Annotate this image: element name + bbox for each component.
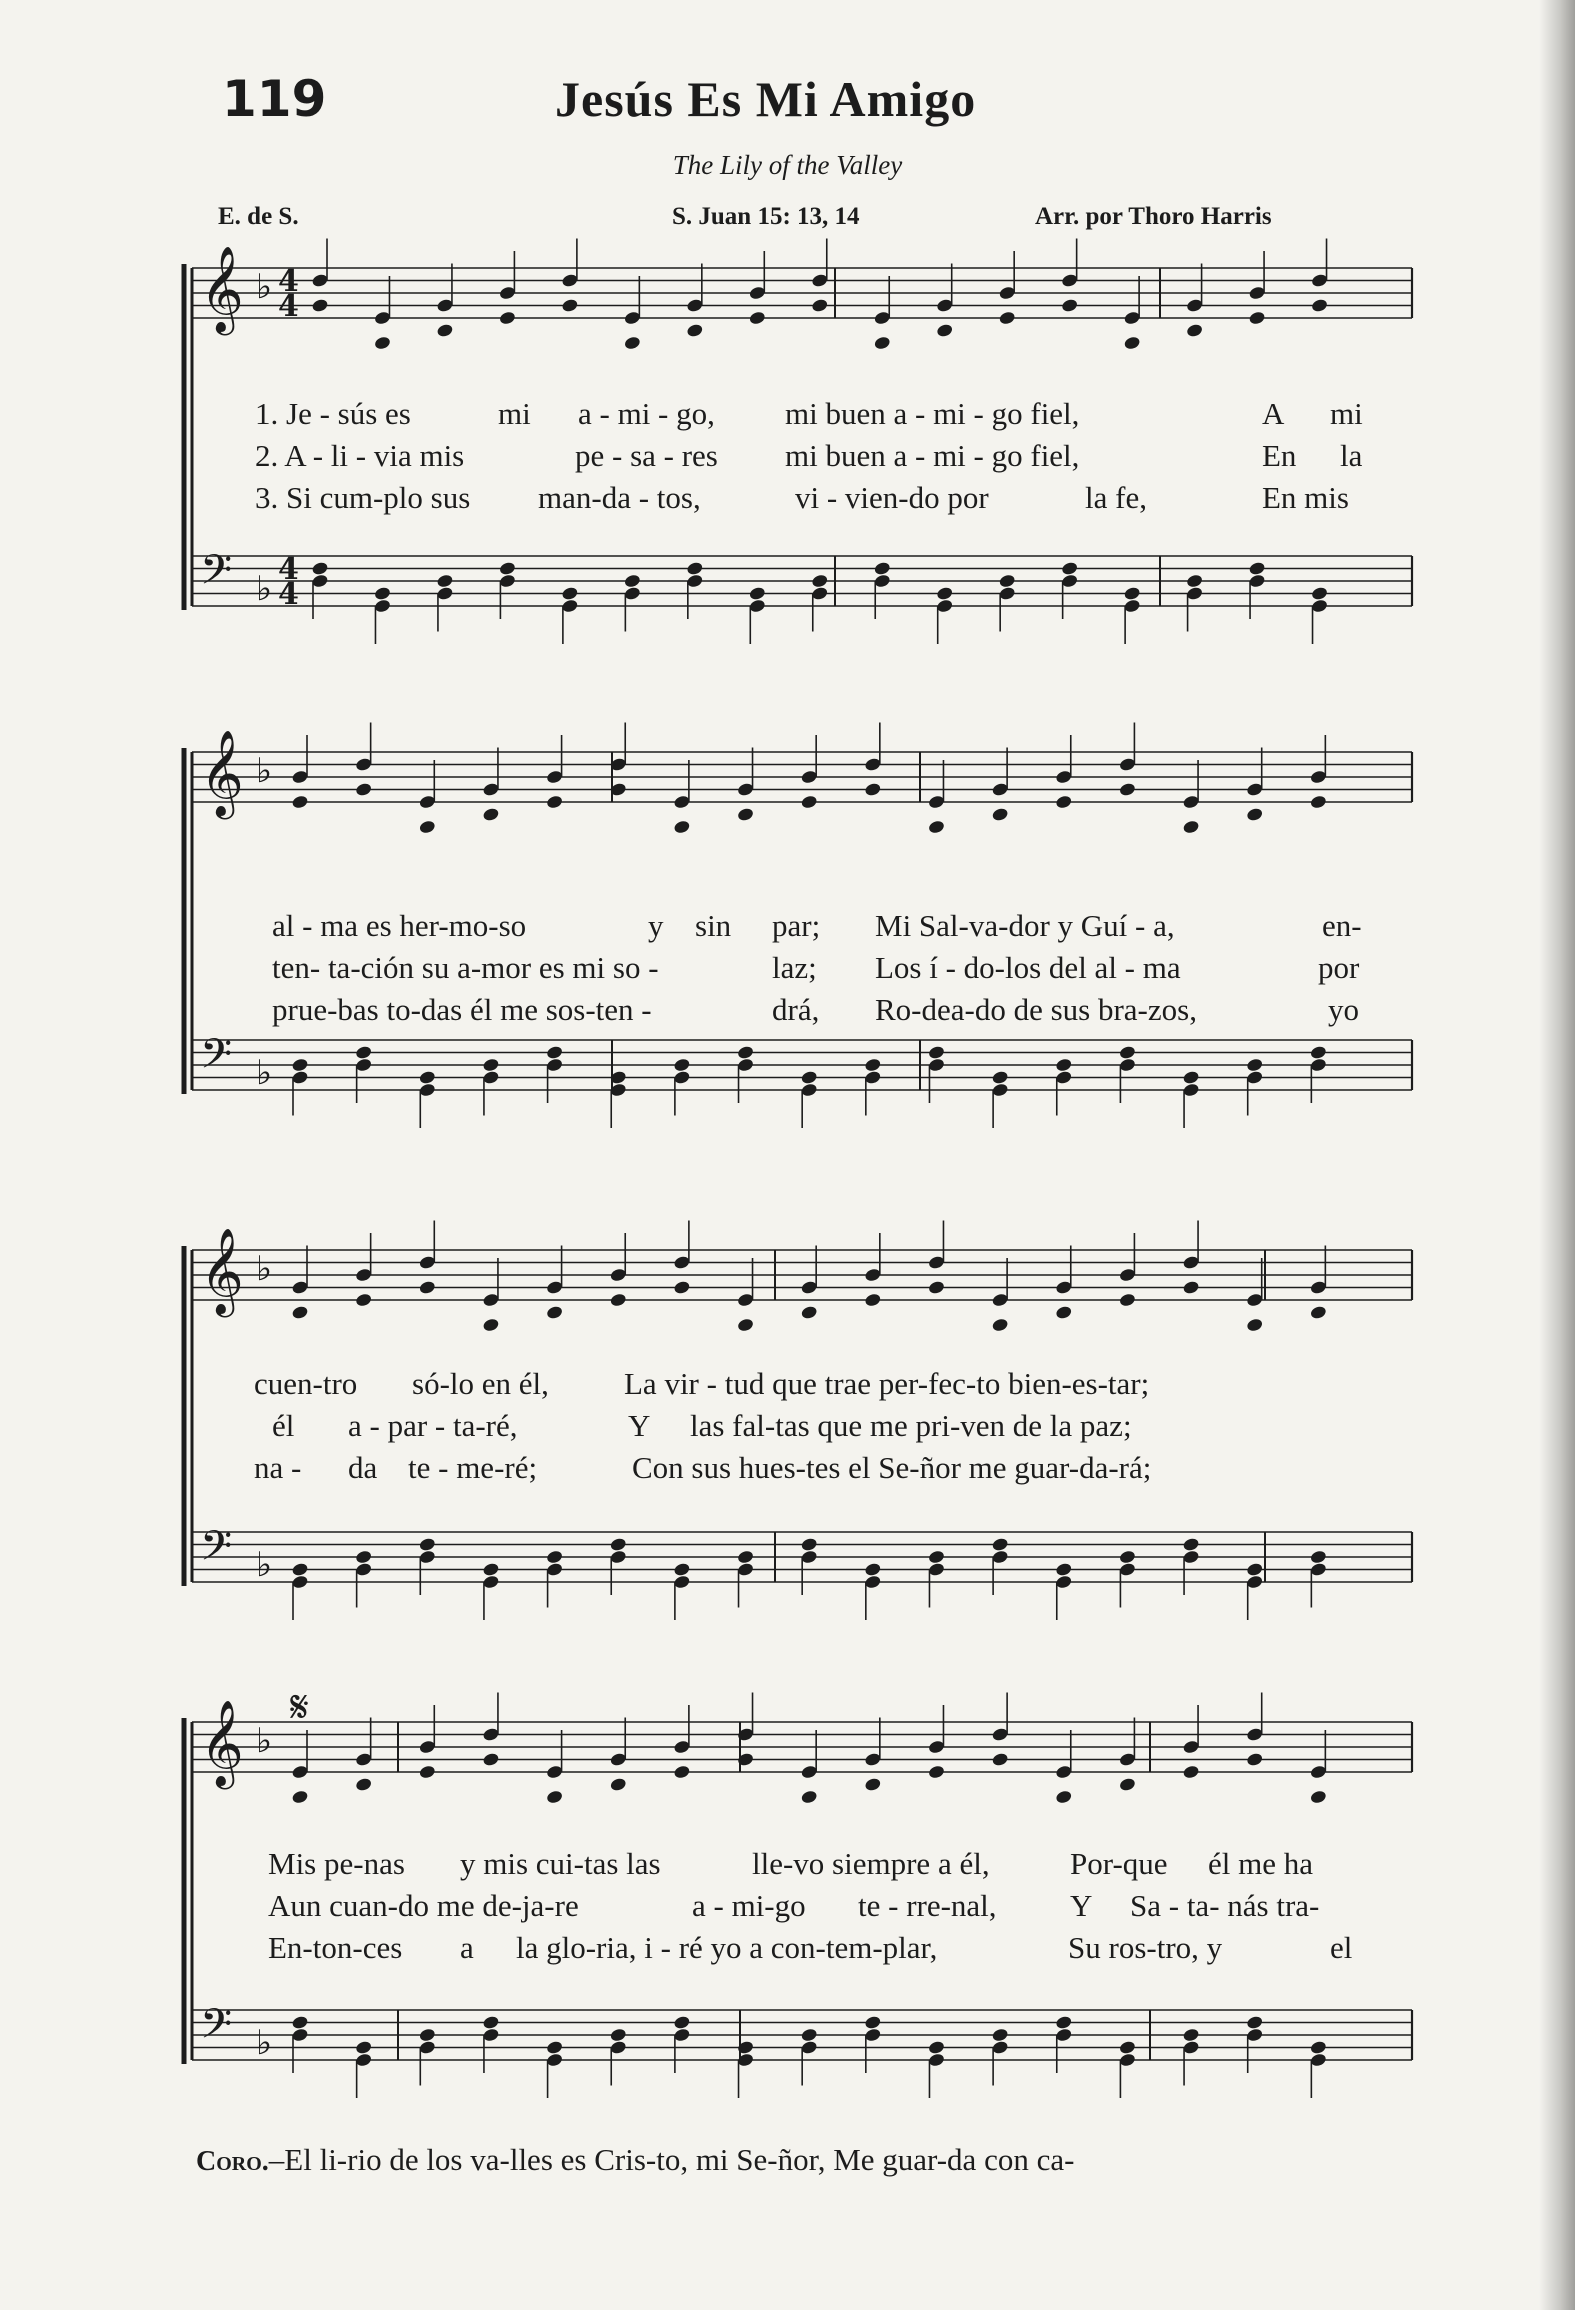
bass-clef-icon: 𝄢: [200, 1030, 233, 1088]
note-head: [748, 310, 766, 325]
lyric-segment: lle-vo siempre a él,: [752, 1846, 990, 1881]
lyric-line: [0, 1846, 1575, 1886]
lyric-segment: la fe,: [1085, 480, 1147, 515]
note-head: [1055, 2015, 1073, 2030]
lyric-segment: mi: [1330, 396, 1363, 431]
time-signature: 4: [278, 552, 299, 587]
note-head: [873, 561, 891, 576]
note-head: [482, 1752, 500, 1767]
lyric-segment: sin: [695, 908, 732, 943]
note-head: [800, 1537, 818, 1552]
note-head: [1311, 298, 1329, 313]
note-head: [1182, 1070, 1200, 1085]
note-head: [498, 561, 516, 576]
note-head: [864, 2015, 882, 2030]
lyric-segment: a - mi-go: [692, 1888, 806, 1923]
note-head: [1248, 561, 1266, 576]
note-head: [864, 1562, 882, 1577]
lyric-segment: mi buen a - mi - go fiel,: [785, 396, 1080, 431]
note-head: [291, 1057, 309, 1072]
note-head: [1186, 323, 1204, 338]
lyric-segment: él me ha: [1208, 1846, 1314, 1881]
treble-clef-icon: 𝄞: [200, 246, 244, 332]
note-head: [546, 1789, 564, 1804]
chorus-text: –El li-rio de los va-lles es Cris-to, mi Se-ñor, Me guar-da con ca-: [268, 2142, 1075, 2177]
note-head: [873, 335, 891, 350]
note-head: [737, 807, 755, 822]
note-head: [1246, 1752, 1264, 1767]
note-head: [623, 573, 641, 588]
note-head: [1123, 586, 1141, 601]
note-head: [864, 782, 882, 797]
treble-clef-icon: 𝄞: [200, 1228, 244, 1314]
lyric-segment: Su ros-tro, y: [1068, 1930, 1223, 1965]
note-head: [355, 782, 373, 797]
note-head: [374, 586, 392, 601]
flat-icon: ♭: [256, 1249, 273, 1289]
note-head: [673, 1057, 691, 1072]
note-head: [673, 1562, 691, 1577]
chorus-label: Coro.: [196, 2146, 269, 2177]
lyric-segment: la glo-ria, i - ré yo a con-tem-plar,: [516, 1930, 938, 1965]
lyric-line: [0, 396, 1575, 436]
note-head: [1118, 1777, 1136, 1792]
note-head: [291, 1562, 309, 1577]
note-head: [1309, 1789, 1327, 1804]
scripture-reference: S. Juan 15: 13, 14: [672, 203, 860, 230]
note-head: [737, 1317, 755, 1332]
time-signature: 4: [278, 264, 299, 299]
lyric-line: [0, 438, 1575, 478]
lyric-segment: En mis: [1262, 480, 1349, 515]
lyric-segment: En: [1262, 438, 1297, 473]
note-head: [936, 323, 954, 338]
tune-name: The Lily of the Valley: [672, 150, 903, 180]
bass-clef-icon: 𝄢: [200, 2000, 233, 2058]
note-head: [1061, 561, 1079, 576]
note-head: [355, 1777, 373, 1792]
note-head: [1055, 1789, 1073, 1804]
note-head: [998, 573, 1016, 588]
lyric-segment: él: [272, 1408, 295, 1443]
lyric-segment: te - me-ré;: [408, 1450, 538, 1485]
note-head: [1055, 1305, 1073, 1320]
note-head: [1123, 335, 1141, 350]
lyric-line: [0, 1408, 1575, 1448]
note-head: [991, 1070, 1009, 1085]
note-head: [546, 2040, 564, 2055]
note-head: [800, 1305, 818, 1320]
note-head: [482, 1562, 500, 1577]
note-head: [418, 2027, 436, 2042]
lyric-segment: da: [348, 1450, 378, 1485]
author-credit: E. de S.: [218, 203, 299, 230]
note-head: [482, 1317, 500, 1332]
flat-icon: ♭: [256, 2023, 273, 2063]
lyric-segment: por: [1318, 950, 1360, 985]
note-head: [561, 586, 579, 601]
lyric-segment: Los í - do-los del al - ma: [875, 950, 1181, 985]
note-head: [291, 1305, 309, 1320]
lyric-segment: 2. A - li - via mis: [255, 438, 465, 473]
note-head: [864, 1777, 882, 1792]
lyric-segment: Sa - ta- nás tra-: [1130, 1888, 1320, 1923]
lyric-segment: a - par - ta-ré,: [348, 1408, 518, 1443]
note-head: [1309, 1549, 1327, 1564]
time-signature: 4: [278, 289, 299, 324]
lyric-segment: pe - sa - res: [575, 438, 718, 473]
lyric-line: [0, 1930, 1575, 1970]
note-head: [864, 1057, 882, 1072]
note-head: [686, 323, 704, 338]
note-head: [436, 573, 454, 588]
flat-icon: ♭: [256, 751, 273, 791]
note-head: [1118, 1045, 1136, 1060]
note-head: [991, 2027, 1009, 2042]
lyric-line: [0, 1888, 1575, 1928]
note-head: [928, 1764, 946, 1779]
lyric-segment: na -: [254, 1450, 302, 1485]
note-head: [928, 1280, 946, 1295]
lyric-segment: al - ma es her-mo-so: [272, 908, 527, 943]
note-head: [1248, 310, 1266, 325]
note-head: [1246, 1317, 1264, 1332]
note-head: [748, 586, 766, 601]
flat-icon: ♭: [256, 569, 273, 609]
note-head: [436, 323, 454, 338]
flat-icon: ♭: [256, 1545, 273, 1585]
note-head: [418, 1764, 436, 1779]
note-head: [1118, 782, 1136, 797]
note-head: [673, 2015, 691, 2030]
note-head: [482, 807, 500, 822]
note-head: [623, 335, 641, 350]
note-head: [1055, 1562, 1073, 1577]
segno-symbol: 𝄋: [290, 1682, 309, 1733]
note-head: [311, 298, 329, 313]
note-head: [991, 1752, 1009, 1767]
note-head: [1182, 2027, 1200, 2042]
lyric-segment: Con sus hues-tes el Se-ñor me guar-da-rá;: [632, 1450, 1152, 1485]
lyric-line: [0, 480, 1575, 520]
note-head: [800, 2027, 818, 2042]
note-head: [561, 298, 579, 313]
note-head: [609, 1777, 627, 1792]
lyric-segment: Mi Sal-va-dor y Guí - a,: [875, 908, 1175, 943]
lyric-segment: 1. Je - sús es: [255, 396, 411, 431]
lyric-segment: a: [460, 1930, 474, 1965]
lyric-segment: mi: [498, 396, 531, 431]
lyric-segment: y mis cui-tas las: [460, 1846, 661, 1881]
note-head: [1309, 794, 1327, 809]
note-head: [355, 1549, 373, 1564]
note-head: [1246, 1057, 1264, 1072]
flat-icon: ♭: [256, 267, 273, 307]
note-head: [673, 1764, 691, 1779]
note-head: [546, 1045, 564, 1060]
note-head: [1182, 1280, 1200, 1295]
note-head: [928, 2040, 946, 2055]
hymn-title: Jesús Es Mi Amigo: [555, 71, 977, 127]
note-head: [1182, 819, 1200, 834]
bass-clef-icon: 𝄢: [200, 546, 233, 604]
note-head: [1246, 1562, 1264, 1577]
treble-clef-icon: 𝄞: [200, 1700, 244, 1786]
lyric-segment: Y: [1070, 1888, 1093, 1923]
note-head: [418, 1070, 436, 1085]
note-head: [928, 1045, 946, 1060]
arranger-credit: Arr. por Thoro Harris: [1035, 203, 1272, 230]
lyric-segment: Aun cuan-do me de-ja-re: [268, 1888, 579, 1923]
lyric-segment: la: [1340, 438, 1363, 473]
lyric-segment: 3. Si cum-plo sus: [255, 480, 471, 515]
note-head: [1311, 586, 1329, 601]
note-head: [737, 1549, 755, 1564]
lyric-line: [0, 1366, 1575, 1406]
note-head: [991, 807, 1009, 822]
note-head: [311, 561, 329, 576]
note-head: [1118, 1292, 1136, 1307]
note-head: [811, 573, 829, 588]
lyric-line: [0, 992, 1575, 1032]
flat-icon: ♭: [256, 1053, 273, 1093]
note-head: [482, 1057, 500, 1072]
note-head: [1118, 2040, 1136, 2055]
flat-icon: ♭: [256, 1721, 273, 1761]
note-head: [546, 1549, 564, 1564]
note-head: [1061, 298, 1079, 313]
lyric-segment: mi buen a - mi - go fiel,: [785, 438, 1080, 473]
lyric-segment: Y: [628, 1408, 651, 1443]
note-head: [1182, 1764, 1200, 1779]
note-head: [291, 1789, 309, 1804]
note-head: [418, 1537, 436, 1552]
note-head: [546, 1305, 564, 1320]
note-head: [609, 1537, 627, 1552]
note-head: [1309, 2040, 1327, 2055]
note-head: [1055, 794, 1073, 809]
note-head: [800, 1070, 818, 1085]
note-head: [811, 298, 829, 313]
lyric-segment: Por-que: [1070, 1846, 1168, 1881]
lyric-line: [0, 1450, 1575, 1490]
note-head: [355, 1292, 373, 1307]
note-head: [1309, 1045, 1327, 1060]
note-head: [609, 2027, 627, 2042]
note-head: [498, 310, 516, 325]
lyric-segment: ten- ta-ción su a-mor es mi so -: [272, 950, 659, 985]
note-head: [1118, 1549, 1136, 1564]
note-head: [998, 310, 1016, 325]
note-head: [291, 794, 309, 809]
note-head: [291, 2015, 309, 2030]
note-head: [355, 2040, 373, 2055]
note-head: [686, 561, 704, 576]
lyric-segment: prue-bas to-das él me sos-ten -: [272, 992, 652, 1027]
note-head: [928, 1549, 946, 1564]
lyric-segment: cuen-tro: [254, 1366, 358, 1401]
note-head: [928, 819, 946, 834]
note-head: [1186, 573, 1204, 588]
note-head: [546, 794, 564, 809]
lyric-segment: En-ton-ces: [268, 1930, 403, 1965]
bass-clef-icon: 𝄢: [200, 1522, 233, 1580]
time-signature: 4: [278, 577, 299, 612]
note-head: [374, 335, 392, 350]
lyric-segment: par;: [772, 908, 821, 943]
lyric-segment: vi - vien-do por: [795, 480, 989, 515]
note-head: [418, 1280, 436, 1295]
lyric-segment: te - rre-nal,: [858, 1888, 997, 1923]
treble-clef-icon: 𝄞: [200, 730, 244, 816]
note-head: [800, 794, 818, 809]
note-head: [1309, 1305, 1327, 1320]
lyric-segment: Mis pe-nas: [268, 1846, 405, 1881]
lyric-segment: Ro-dea-do de sus bra-zos,: [875, 992, 1197, 1027]
note-head: [737, 1045, 755, 1060]
note-head: [1055, 1057, 1073, 1072]
lyric-segment: laz;: [772, 950, 817, 985]
note-head: [864, 1292, 882, 1307]
lyric-segment: el: [1330, 1930, 1353, 1965]
lyric-segment: drá,: [772, 992, 820, 1027]
note-head: [355, 1045, 373, 1060]
note-head: [1182, 1537, 1200, 1552]
lyric-segment: las fal-tas que me pri-ven de la paz;: [690, 1408, 1132, 1443]
chorus-line: [196, 2142, 1074, 2178]
note-head: [609, 1292, 627, 1307]
note-head: [936, 586, 954, 601]
lyric-segment: só-lo en él,: [412, 1366, 549, 1401]
lyric-segment: A: [1262, 396, 1285, 431]
note-head: [673, 819, 691, 834]
note-head: [991, 1317, 1009, 1332]
lyric-line: [0, 908, 1575, 948]
note-head: [1246, 807, 1264, 822]
note-head: [418, 819, 436, 834]
lyric-line: [0, 950, 1575, 990]
lyric-segment: La vir - tud que trae per-fec-to bien-es-tar;: [624, 1366, 1150, 1401]
note-head: [673, 1280, 691, 1295]
lyric-segment: man-da - tos,: [538, 480, 701, 515]
note-head: [1246, 2015, 1264, 2030]
lyric-segment: y: [648, 908, 664, 943]
note-head: [482, 2015, 500, 2030]
note-head: [800, 1789, 818, 1804]
lyric-segment: yo: [1328, 992, 1359, 1027]
lyric-segment: en-: [1322, 908, 1362, 943]
hymn-number: 119: [222, 70, 327, 128]
lyric-segment: a - mi - go,: [578, 396, 715, 431]
note-head: [991, 1537, 1009, 1552]
